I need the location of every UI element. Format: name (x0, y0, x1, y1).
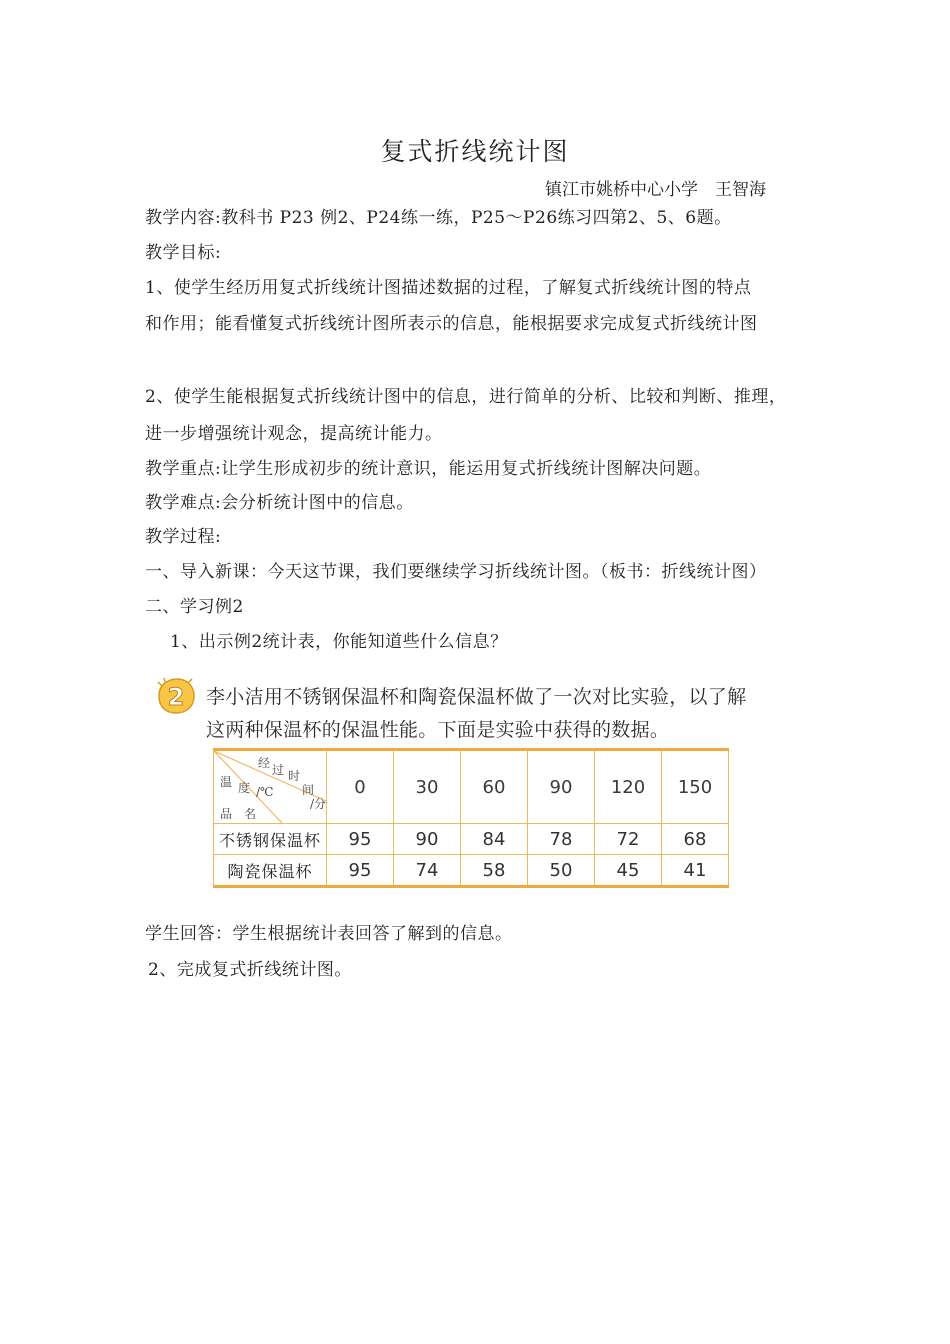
goal2-line2: 进一步增强统计观念，提高统计能力。 (145, 424, 443, 444)
step2-1: 1、出示例2统计表，你能知道些什么信息？ (170, 632, 508, 652)
example-text-line2: 这两种保温杯的保温性能。下面是实验中获得的数据。 (206, 719, 670, 741)
value-cell: 41 (662, 855, 729, 887)
goals-heading: 教学目标: (145, 243, 222, 263)
header-temp-char-3: /℃ (256, 785, 274, 799)
value-cell: 50 (528, 855, 595, 887)
student-answer: 学生回答：学生根据统计表回答了解到的信息。 (145, 924, 513, 944)
time-header-cell: 150 (662, 750, 729, 824)
row-name-cell: 不锈钢保温杯 (214, 824, 327, 855)
value-cell: 95 (327, 855, 394, 887)
header-time-char-2: 过 (272, 763, 285, 777)
value-cell: 84 (461, 824, 528, 855)
header-time-char-4: 间 (302, 783, 315, 797)
step1: 一、导入新课：今天这节课，我们要继续学习折线统计图。（板书：折线统计图） (145, 562, 767, 582)
value-cell: 74 (394, 855, 461, 887)
time-header-cell: 120 (595, 750, 662, 824)
value-cell: 45 (595, 855, 662, 887)
time-header-cell: 60 (461, 750, 528, 824)
goal1-line2: 和作用；能看懂复式折线统计图所表示的信息，能根据要求完成复式折线统计图 (145, 314, 758, 334)
table-header-row (214, 750, 729, 824)
step2-2: 2、完成复式折线统计图。 (148, 960, 352, 980)
table-row (214, 824, 729, 855)
value-cell: 58 (461, 855, 528, 887)
table-row (214, 855, 729, 887)
key-point: 教学重点:让学生形成初步的统计意识，能运用复式折线统计图解决问题。 (145, 459, 712, 479)
value-cell: 95 (327, 824, 394, 855)
author-line: 镇江市姚桥中心小学 王智海 (545, 180, 766, 200)
table-diagonal-header (214, 750, 327, 824)
header-temp-char-1: 温 (220, 775, 233, 789)
page-title: 复式折线统计图 (380, 137, 570, 166)
value-cell: 72 (595, 824, 662, 855)
time-header-cell: 90 (528, 750, 595, 824)
header-name-char-2: 名 (244, 807, 257, 821)
process-heading: 教学过程: (145, 527, 222, 547)
header-temp-char-2: 度 (238, 781, 251, 795)
content-line: 教学内容:教科书 P23 例2、P24练一练，P25～P26练习四第2、5、6题。 (145, 208, 732, 228)
data-table (213, 748, 729, 888)
header-name-char-1: 品 (220, 807, 233, 821)
example-number: 2 (167, 683, 185, 711)
value-cell: 90 (394, 824, 461, 855)
goal1-line1: 1、使学生经历用复式折线统计图描述数据的过程，了解复式折线统计图的特点 (145, 278, 752, 298)
step2: 二、学习例2 (145, 597, 244, 617)
header-time-char-5: /分 (310, 797, 327, 811)
time-header-cell: 30 (394, 750, 461, 824)
value-cell: 78 (528, 824, 595, 855)
goal2-line1: 2、使学生能根据复式折线统计图中的信息，进行简单的分析、比较和判断、推理， (145, 387, 787, 407)
example-badge (155, 676, 197, 716)
header-time-char-1: 经 (258, 756, 271, 770)
header-time-char-3: 时 (288, 769, 301, 783)
difficulty: 教学难点:会分析统计图中的信息。 (145, 493, 414, 513)
value-cell: 68 (662, 824, 729, 855)
example-text-line1: 李小洁用不锈钢保温杯和陶瓷保温杯做了一次对比实验，以了解 (206, 686, 747, 708)
row-name-cell: 陶瓷保温杯 (214, 855, 327, 887)
time-header-cell: 0 (327, 750, 394, 824)
